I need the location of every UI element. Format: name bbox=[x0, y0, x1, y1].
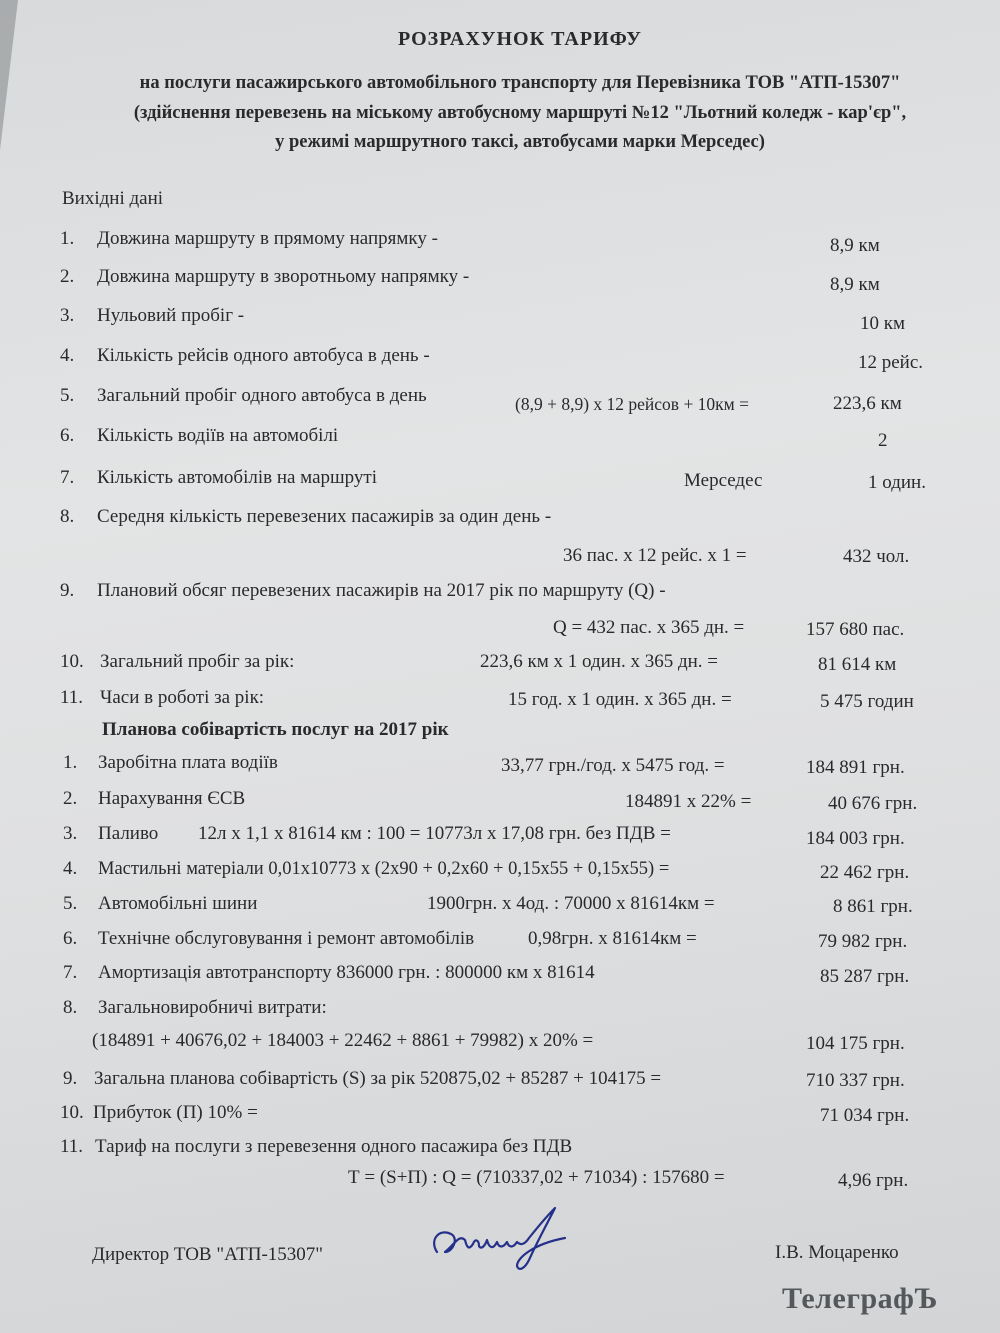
list-item-value: 1 один. bbox=[868, 472, 926, 493]
list-item-label: Паливо bbox=[98, 823, 159, 844]
list-item-formula: Мерседес bbox=[684, 470, 763, 491]
list-item-number: 10. bbox=[60, 1102, 84, 1123]
list-item-value: 432 чол. bbox=[843, 546, 910, 567]
list-item-formula: (184891 + 40676,02 + 184003 + 22462 + 8861 + 79982) х 20% = bbox=[92, 1030, 594, 1051]
list-item-formula: 33,77 грн./год. х 5475 год. = bbox=[501, 755, 725, 776]
costs-heading: Планова собівартість послуг на 2017 рік bbox=[102, 719, 449, 740]
list-item-number: 2. bbox=[60, 266, 75, 287]
list-item-value: 79 982 грн. bbox=[818, 931, 908, 952]
list-item-label: Нульовий пробіг - bbox=[97, 305, 245, 326]
list-item-formula: Q = 432 пас. х 365 дн. = bbox=[553, 617, 745, 638]
list-item-number: 1. bbox=[60, 228, 75, 249]
list-item-number: 3. bbox=[63, 823, 78, 844]
list-item-number: 8. bbox=[63, 997, 78, 1018]
list-item-number: 10. bbox=[60, 651, 84, 672]
list-item-number: 4. bbox=[63, 858, 78, 879]
list-item-formula: (8,9 + 8,9) х 12 рейсов + 10км = bbox=[515, 394, 750, 414]
list-item-value: 710 337 грн. bbox=[806, 1070, 905, 1091]
list-item-formula: 184891 х 22% = bbox=[625, 791, 752, 812]
handwritten-signature bbox=[425, 1200, 585, 1275]
list-item-label: Довжина маршруту в прямому напрямку - bbox=[97, 228, 438, 249]
document-subtitle-line-1: на послуги пасажирського автомобільного транспорту для Перевізника ТОВ "АТП-15307" bbox=[139, 73, 901, 93]
list-item-formula: 36 пас. х 12 рейс. х 1 = bbox=[563, 545, 747, 566]
list-item-value: 40 676 грн. bbox=[828, 793, 918, 814]
document-title: РОЗРАХУНОК ТАРИФУ bbox=[398, 28, 642, 50]
list-item-label: Довжина маршруту в зворотньому напрямку - bbox=[97, 266, 470, 287]
list-item-value: 22 462 грн. bbox=[820, 862, 910, 883]
list-item-label: Амортизація автотранспорту 836000 грн. : 800000 км х 81614 bbox=[98, 962, 595, 983]
list-item-value: 81 614 км bbox=[818, 654, 897, 675]
list-item-label: Часи в роботі за рік: bbox=[100, 687, 265, 708]
list-item-value: 223,6 км bbox=[833, 393, 902, 414]
list-item-number: 5. bbox=[60, 385, 75, 406]
list-item-label: Заробітна плата водіїв bbox=[98, 752, 278, 773]
list-item-number: 7. bbox=[63, 962, 78, 983]
list-item-label: Кількість автомобілів на маршруті bbox=[97, 467, 377, 488]
list-item-value: 85 287 грн. bbox=[820, 966, 910, 987]
list-item-label: Тариф на послуги з перевезення одного пасажира без ПДВ bbox=[95, 1136, 573, 1157]
list-item-label: Мастильні матеріали 0,01х10773 х (2х90 + 0,2х60 + 0,15х55 + 0,15х55) = bbox=[98, 859, 670, 879]
list-item-value: 8,9 км bbox=[830, 235, 880, 256]
director-name: І.В. Моцаренко bbox=[775, 1242, 899, 1263]
list-item-formula: 1900грн. х 4од. : 70000 х 81614км = bbox=[427, 893, 715, 914]
list-item-number: 9. bbox=[60, 580, 75, 601]
list-item-value: 12 рейс. bbox=[858, 352, 924, 373]
list-item-value: 5 475 годин bbox=[820, 691, 914, 712]
initial-data-heading: Вихідні дані bbox=[62, 188, 164, 209]
list-item-value: 8 861 грн. bbox=[833, 896, 913, 917]
list-item-value: 184 891 грн. bbox=[806, 757, 905, 778]
document-subtitle-line-2: (здійснення перевезень на міському автобусному маршруті №12 "Льотний коледж - кар'єр", bbox=[133, 103, 907, 123]
telegraf-watermark-logo: ТелеграфЪ bbox=[782, 1282, 938, 1315]
list-item-value: 184 003 грн. bbox=[806, 828, 905, 849]
list-item-number: 5. bbox=[63, 893, 78, 914]
director-position: Директор ТОВ "АТП-15307" bbox=[92, 1244, 324, 1265]
list-item-label: Технічне обслуговування і ремонт автомобілів bbox=[98, 928, 475, 949]
list-item-value: 71 034 грн. bbox=[820, 1105, 910, 1126]
list-item-value: 8,9 км bbox=[830, 274, 880, 295]
list-item-label: Автомобільні шини bbox=[98, 893, 258, 914]
list-item-number: 3. bbox=[60, 305, 75, 326]
list-item-value: 4,96 грн. bbox=[838, 1170, 909, 1191]
list-item-label: Кількість рейсів одного автобуса в день - bbox=[97, 345, 430, 366]
list-item-number: 2. bbox=[63, 788, 78, 809]
list-item-number: 11. bbox=[60, 1136, 84, 1157]
list-item-label: Прибуток (П) 10% = bbox=[93, 1102, 258, 1123]
list-item-number: 9. bbox=[63, 1068, 78, 1089]
list-item-label: Загальновиробничі витрати: bbox=[98, 997, 327, 1018]
list-item-number: 6. bbox=[60, 425, 75, 446]
list-item-number: 11. bbox=[60, 687, 84, 708]
list-item-value: 104 175 грн. bbox=[806, 1033, 905, 1054]
list-item-value: 10 км bbox=[860, 313, 906, 334]
list-item-formula: 223,6 км х 1 один. х 365 дн. = bbox=[480, 651, 719, 672]
list-item-number: 4. bbox=[60, 345, 75, 366]
document-subtitle-line-3: у режимі маршрутного таксі, автобусами марки Мерседес) bbox=[275, 132, 765, 152]
list-item-value: 2 bbox=[878, 430, 888, 451]
list-item-formula: 0,98грн. х 81614км = bbox=[528, 928, 697, 949]
list-item-formula: 15 год. х 1 один. х 365 дн. = bbox=[508, 689, 732, 710]
list-item-formula: Т = (S+П) : Q = (710337,02 + 71034) : 157680 = bbox=[348, 1167, 725, 1188]
list-item-number: 6. bbox=[63, 928, 78, 949]
list-item-value: 157 680 пас. bbox=[806, 619, 905, 640]
list-item-number: 8. bbox=[60, 506, 75, 527]
list-item-formula: 12л х 1,1 х 81614 км : 100 = 10773л х 17,08 грн. без ПДВ = bbox=[198, 823, 671, 844]
list-item-label: Загальний пробіг за рік: bbox=[100, 651, 295, 672]
list-item-label: Плановий обсяг перевезених пасажирів на 2017 рік по маршруту (Q) - bbox=[97, 580, 666, 601]
list-item-label: Середня кількість перевезених пасажирів за один день - bbox=[97, 506, 552, 527]
list-item-label: Загальна планова собівартість (S) за рік 520875,02 + 85287 + 104175 = bbox=[94, 1068, 662, 1089]
list-item-label: Загальний пробіг одного автобуса в день bbox=[97, 385, 427, 406]
list-item-number: 1. bbox=[63, 752, 78, 773]
list-item-label: Кількість водіїв на автомобілі bbox=[97, 425, 339, 446]
list-item-number: 7. bbox=[60, 467, 75, 488]
list-item-label: Нарахування ЄСВ bbox=[98, 788, 246, 809]
